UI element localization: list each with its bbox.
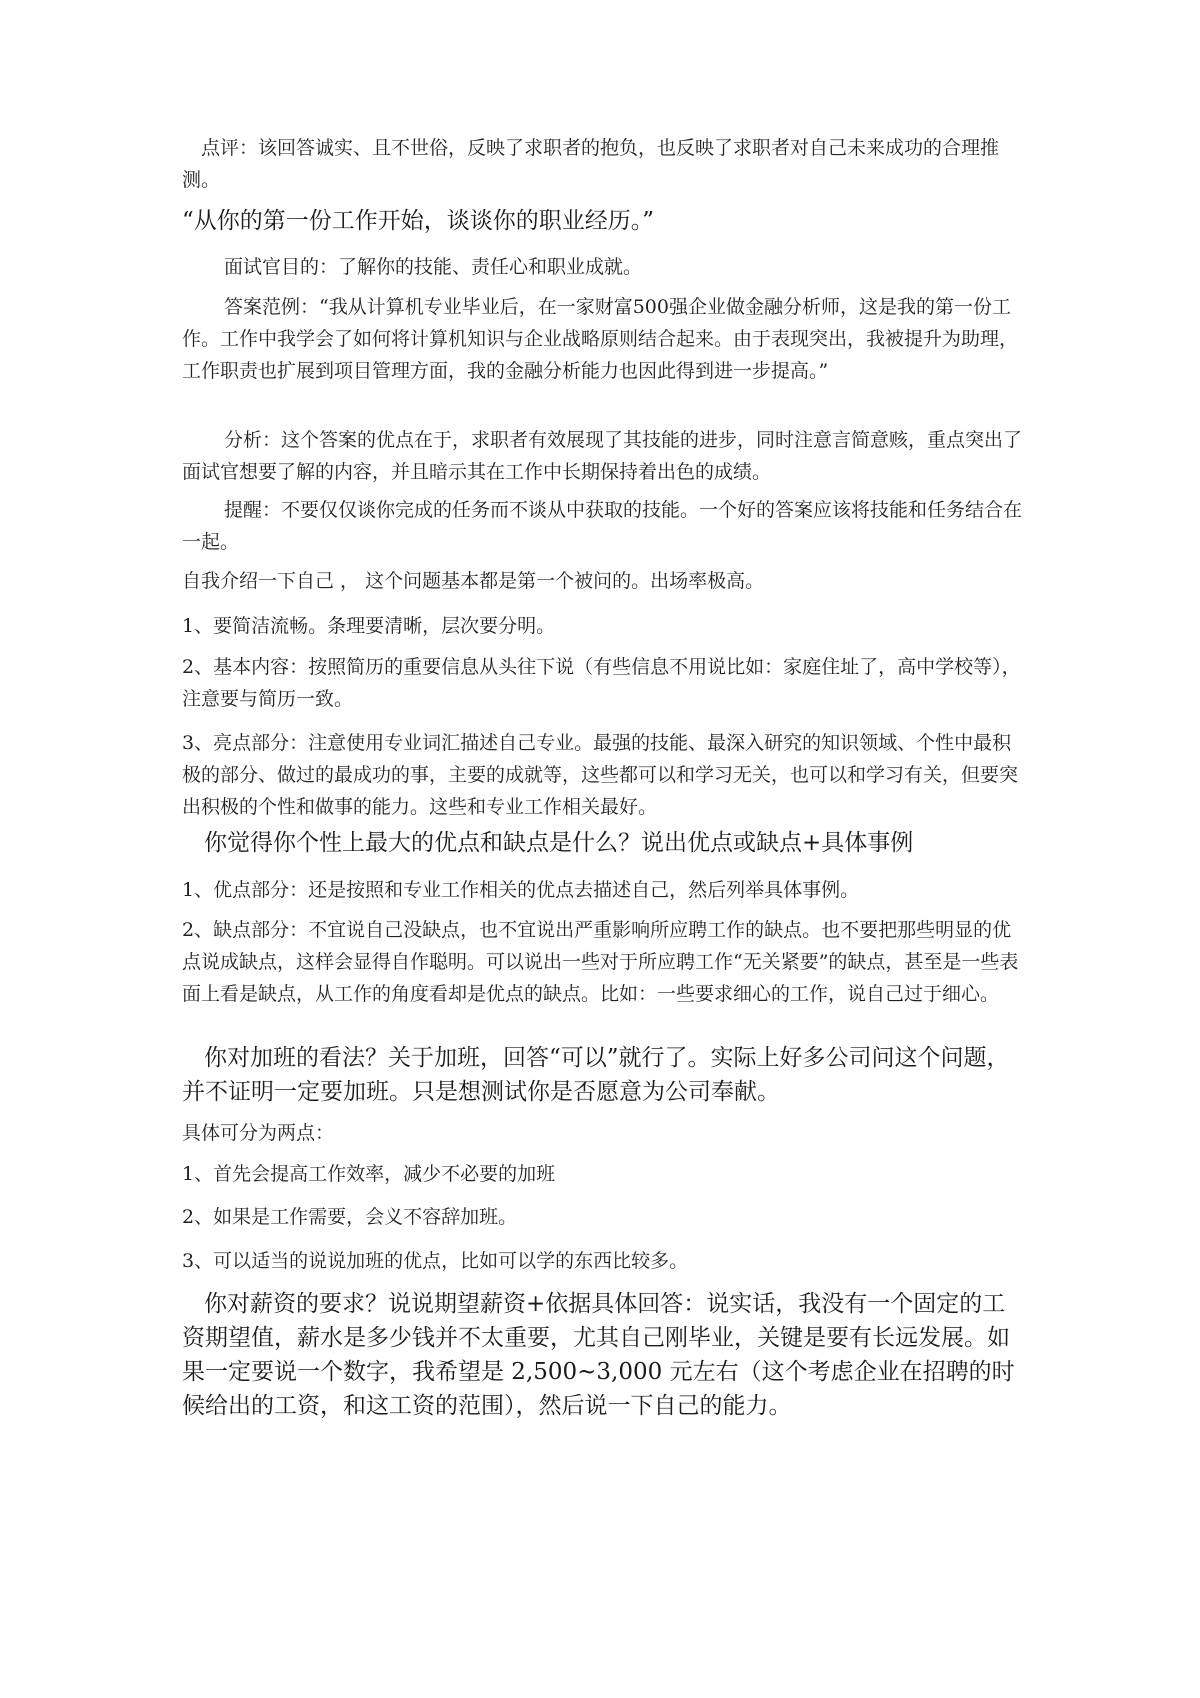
list-item-overtime-3: 3、可以适当的说说加班的优点，比如可以学的东西比较多。	[182, 1250, 689, 1272]
list-item-intro-2: 2、基本内容：按照简历的重要信息从头往下说（有些信息不用说比如：家庭住址了，高中学校等），注意要与简历一致。	[182, 656, 1021, 710]
paragraph-analysis: 分析：这个答案的优点在于，求职者有效展现了其技能的进步，同时注意言简意赅，重点突出了面试官想要了解的内容，并且暗示其在工作中长期保持着出色的成绩。	[182, 429, 1023, 483]
list-item-strengths-2: 2、缺点部分：不宜说自己没缺点，也不宜说出严重影响所应聘工作的缺点。也不要把那些明显的优点说成缺点，这样会显得自作聪明。可以说出一些对于所应聘工作“无关紧要”的缺点，甚至是一些表面上看是缺点，从工作的角度看却是优点的缺点。比如：一些要求细心的工作，说自己过于细心。	[182, 919, 1019, 1005]
heading-overtime-question: 你对加班的看法？关于加班，回答“可以”就行了。实际上好多公司问这个问题，并不证明一定要加班。只是想测试你是否愿意为公司奉献。	[182, 1045, 1010, 1105]
heading-career-history-question: “从你的第一份工作开始，谈谈你的职业经历。”	[182, 208, 655, 234]
paragraph-overtime-two-points: 具体可分为两点：	[182, 1122, 335, 1144]
list-item-overtime-1: 1、首先会提高工作效率，减少不必要的加班	[182, 1163, 556, 1185]
heading-strengths-weaknesses-question: 你觉得你个性上最大的优点和缺点是什么？说出优点或缺点+具体事例	[204, 830, 914, 856]
paragraph-sample-answer: 答案范例：“我从计算机专业毕业后，在一家财富500强企业做金融分析师，这是我的第一份工作。工作中我学会了如何将计算机知识与企业战略原则结合起来。由于表现突出，我被提升为助理，工作职责也扩展到项目管理方面，我的金融分析能力也因此得到进一步提高。”	[182, 296, 1019, 382]
heading-salary-question: 你对薪资的要求？说说期望薪资+依据具体回答：说实话，我没有一个固定的工资期望值，薪水是多少钱并不太重要，尤其自己刚毕业，关键是要有长远发展。如果一定要说一个数字，我希望是 2,500~3,000 元左右（这个考虑企业在招聘的时候给出的工资，和这工资的范围），然后说一下自己的能力。	[182, 1291, 1015, 1419]
list-item-intro-1: 1、要简洁流畅。条理要清晰，层次要分明。	[182, 615, 556, 637]
list-item-strengths-1: 1、优点部分：还是按照和专业工作相关的优点去描述自己，然后列举具体事例。	[182, 879, 860, 901]
paragraph-comment: 点评：该回答诚实、且不世俗，反映了求职者的抱负，也反映了求职者对自己未来成功的合理推测。	[182, 137, 1000, 191]
paragraph-reminder: 提醒：不要仅仅谈你完成的任务而不谈从中获取的技能。一个好的答案应该将技能和任务结合在一起。	[182, 499, 1023, 553]
paragraph-interviewer-purpose: 面试官目的：了解你的技能、责任心和职业成就。	[224, 256, 643, 278]
list-item-intro-3: 3、亮点部分：注意使用专业词汇描述自己专业。最强的技能、最深入研究的知识领域、个性中最积极的部分、做过的最成功的事，主要的成就等，这些都可以和学习无关，也可以和学习有关，但要突出积极的个性和做事的能力。这些和专业工作相关最好。	[182, 732, 1019, 818]
list-item-overtime-2: 2、如果是工作需要，会义不容辞加班。	[182, 1206, 518, 1228]
paragraph-self-introduction: 自我介绍一下自己 ， 这个问题基本都是第一个被问的。出场率极高。	[182, 570, 765, 592]
